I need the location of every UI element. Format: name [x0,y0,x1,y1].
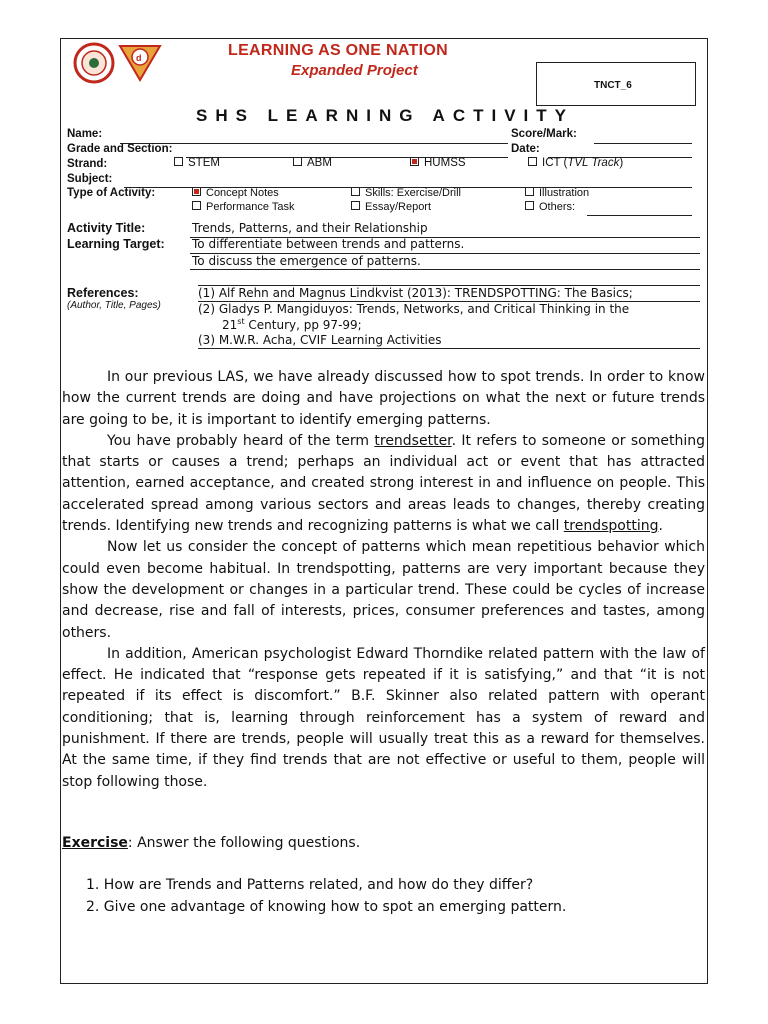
reference-2b: 21st Century, pp 97-99; [222,317,362,332]
division-logo [116,40,164,84]
type-label: Type of Activity: [67,187,156,199]
activity-title-label: Activity Title: [67,221,146,235]
question-2: 2. Give one advantage of knowing how to spot an emerging pattern. [86,899,567,915]
lesson-body [62,367,705,793]
strand-label: Strand: [67,158,108,170]
activity-heading: SHS LEARNING ACTIVITY [196,106,574,125]
score-label: Score/Mark: [511,128,577,140]
checkbox-icon [528,157,537,166]
activity-code: TNCT_6 [594,80,632,91]
checkbox-icon [351,201,360,210]
checked-checkbox-icon [192,187,201,196]
name-field[interactable] [120,143,508,144]
paragraph-4: In addition, American psychologist Edward Thorndike related pattern with the law of effect. He indicated that “response gets repeated if it is satisfying,” and that “it is not repeated if its effect is discomfort.” B.F. Skinner also related pattern with operant conditioning; that is, learning through reinforcement has a system of reward and punishment. If there are trends, people will usually treat this as a reward for themselves. At the same time, if they find trends that are not effective or useful to them, people will stop following those. [62,645,705,790]
grade-label: Grade and Section: [67,143,173,155]
checked-checkbox-icon [410,157,419,166]
type-performance-task[interactable]: Performance Task [192,201,294,213]
paragraph-3: Now let us consider the concept of patterns which mean repetitious behavior which could even become habitual. In trendspotting, patterns are very important because they show the development or changes in a particular trend. These could be cycles of increase and decrease, rise and fall of interests, prices, consumer preferences and tastes, among others. [62,539,705,641]
type-essay-report[interactable]: Essay/Report [351,201,431,213]
activity-title-value: Trends, Patterns, and their Relationship [192,221,428,235]
learning-target-2: To discuss the emergence of patterns. [192,254,421,268]
learning-target-label: Learning Target: [67,237,165,251]
svg-text:d: d [136,53,142,63]
score-field[interactable] [594,143,692,144]
exercise-label: Exercise [62,835,128,851]
checkbox-icon [525,201,534,210]
date-label: Date: [511,143,540,155]
references-label: References: [67,286,139,300]
question-1: 1. How are Trends and Patterns related, and how do they differ? [86,877,534,893]
name-label: Name: [67,128,103,140]
others-field[interactable] [587,215,692,216]
reference-2a: (2) Gladys P. Mangiduyos: Trends, Networks, and Critical Thinking in the [198,302,630,316]
org-title: LEARNING AS ONE NATION [228,42,448,59]
paragraph-1: In our previous LAS, we have already discussed how to spot trends. In order to know how the current trends are doing and have projections on what the next or future trends are going to be, it is important to identify emerging patterns. [62,369,705,428]
checkbox-icon [525,187,534,196]
type-others[interactable]: Others: [525,201,575,213]
type-illustration[interactable]: Illustration [525,187,589,199]
type-concept-notes[interactable]: Concept Notes [192,187,279,199]
project-subtitle: Expanded Project [291,62,418,79]
subject-label: Subject: [67,173,113,185]
references-hint: (Author, Title, Pages) [67,300,161,311]
term-trendspotting: trendspotting [563,518,659,535]
paragraph-2: You have probably heard of the term trendsetter. It refers to someone or something that starts or causes a trend; perhaps an individual act or event that has attracted attention, earned acceptance, and created strong interest in and influence on people. This accelerated spread among various sectors and areas leads to changes, thereby creating trends. Identifying new trends and recognizing patterns is what we call trendspotting. [62,432,705,535]
school-seal-logo [70,42,118,84]
type-skills[interactable]: Skills: Exercise/Drill [351,187,461,199]
learning-target-1: To differentiate between trends and patterns. [192,237,465,251]
divider [198,348,700,349]
checkbox-icon [351,187,360,196]
strand-abm-option[interactable]: ABM [293,157,332,169]
strand-stem-option[interactable]: STEM [174,157,220,169]
checkbox-icon [192,201,201,210]
term-trendsetter: trendsetter [374,432,452,449]
strand-humss-option[interactable]: HUMSS [410,157,466,169]
reference-3: (3) M.W.R. Acha, CVIF Learning Activities [198,333,442,347]
strand-ict-option[interactable]: ICT (TVL Track) [528,157,623,169]
exercise-heading: Exercise: Answer the following questions. [62,835,361,851]
reference-1: (1) Alf Rehn and Magnus Lindkvist (2013): TRENDSPOTTING: The Basics; [198,286,633,300]
divider [190,269,700,270]
checkbox-icon [293,157,302,166]
checkbox-icon [174,157,183,166]
